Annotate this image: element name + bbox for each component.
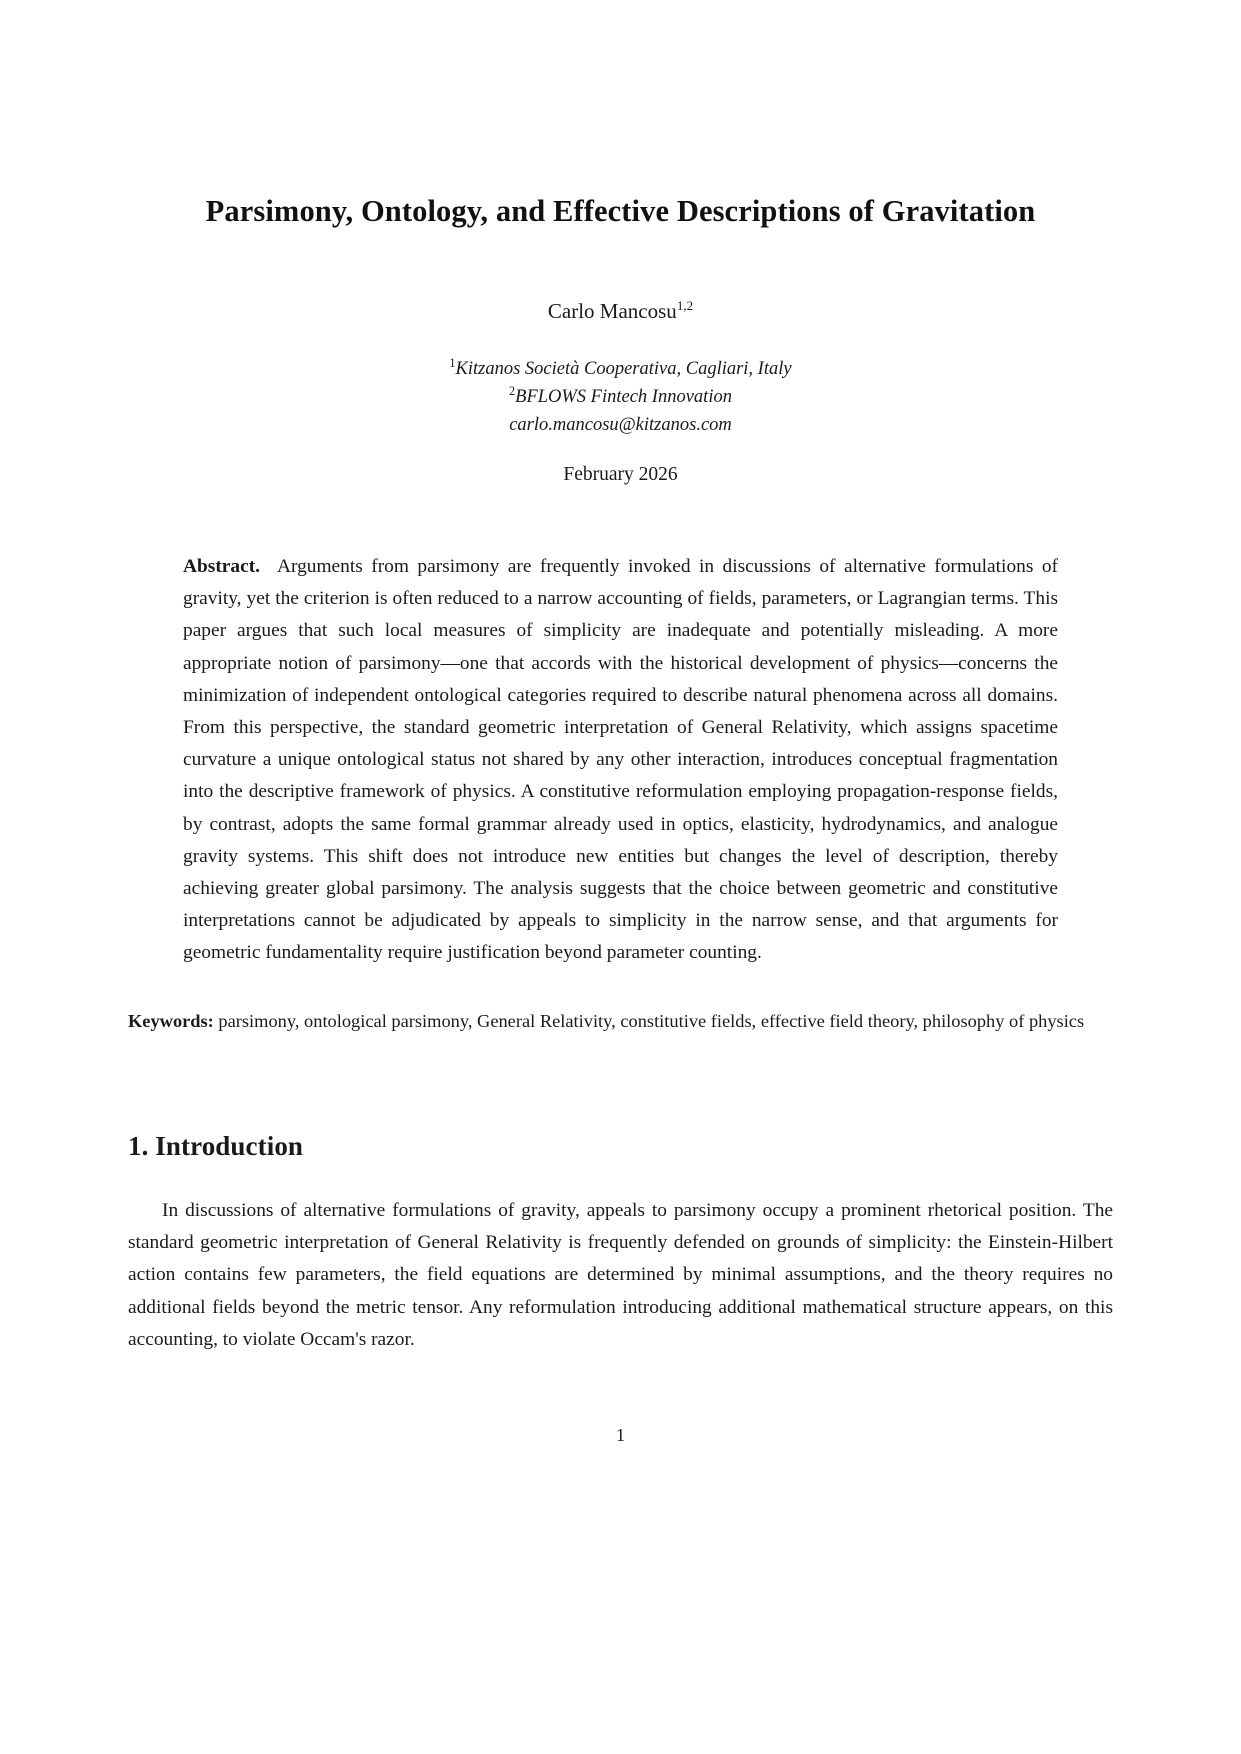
author-name: Carlo Mancosu (547, 299, 677, 323)
section-heading-introduction: 1. Introduction (128, 1131, 304, 1161)
author-affiliation-marks: 1,2 (676, 298, 694, 313)
affiliation-1-mark: 1 (449, 355, 456, 370)
title-block (128, 192, 1113, 230)
page-number: 1 (616, 1425, 625, 1445)
introduction-paragraph: In discussions of alternative formulations of gravity, appeals to parsimony occupy a prominent rhetorical position. The standard geometric interpretation of General Relativity is frequently defended on grounds of simplicity: the Einstein-Hilbert action contains few parameters, the field equations are determined by minimal assumptions, and the theory requires no additional fields beyond the metric tensor. Any reformulation introducing additional mathematical structure appears, on this accounting, to violate Occam's razor. (128, 1200, 1113, 1350)
page-title: Parsimony, Ontology, and Effective Descriptions of Gravitation (205, 194, 1036, 228)
publication-date: February 2026 (563, 464, 678, 485)
keywords-text: parsimony, ontological parsimony, General Relativity, constitutive fields, effective field theory, philosophy of physics (218, 1011, 1085, 1031)
author-block (128, 298, 1113, 325)
affiliation-1 (128, 355, 1113, 383)
abstract-text: Arguments from parsimony are frequently invoked in discussions of alternative formulations of gravity, yet the criterion is often reduced to a narrow accounting of fields, parameters, or Lagrangian terms. This paper argues that such local measures of simplicity are inadequate and potentially misleading. A more appropriate notion of parsimony—one that accords with the historical development of physics—concerns the minimization of independent ontological categories required to describe natural phenomena across all domains. From this perspective, the standard geometric interpretation of General Relativity, which assigns spacetime curvature a unique ontological status not shared by any other interaction, introduces conceptual fragmentation into the descriptive framework of physics. A constitutive reformulation employing propagation-response fields, by contrast, adopts the same formal grammar already used in optics, elasticity, hydrodynamics, and analogue gravity systems. This shift does not introduce new entities but changes the level of description, thereby achieving greater global parsimony. The analysis suggests that the choice between geometric and constitutive interpretations cannot be adjudicated by appeals to simplicity in the narrow sense, and that arguments for geometric fundamentality require justification beyond parameter counting. (183, 556, 1059, 964)
author-email: carlo.mancosu@kitzanos.com (509, 415, 732, 436)
affiliation-2-text: BFLOWS Fintech Innovation (515, 387, 732, 408)
affiliation-2-mark: 2 (509, 383, 516, 398)
keywords-label: Keywords: (128, 1011, 214, 1031)
abstract-section (183, 551, 1058, 970)
affiliation-1-text: Kitzanos Società Cooperativa, Cagliari, Italy (455, 359, 792, 379)
section-body-introduction (128, 1195, 1113, 1356)
keywords-section (128, 1007, 1113, 1037)
abstract-label: Abstract. (183, 556, 261, 577)
affiliation-block (128, 355, 1113, 439)
affiliation-2 (128, 383, 1113, 411)
